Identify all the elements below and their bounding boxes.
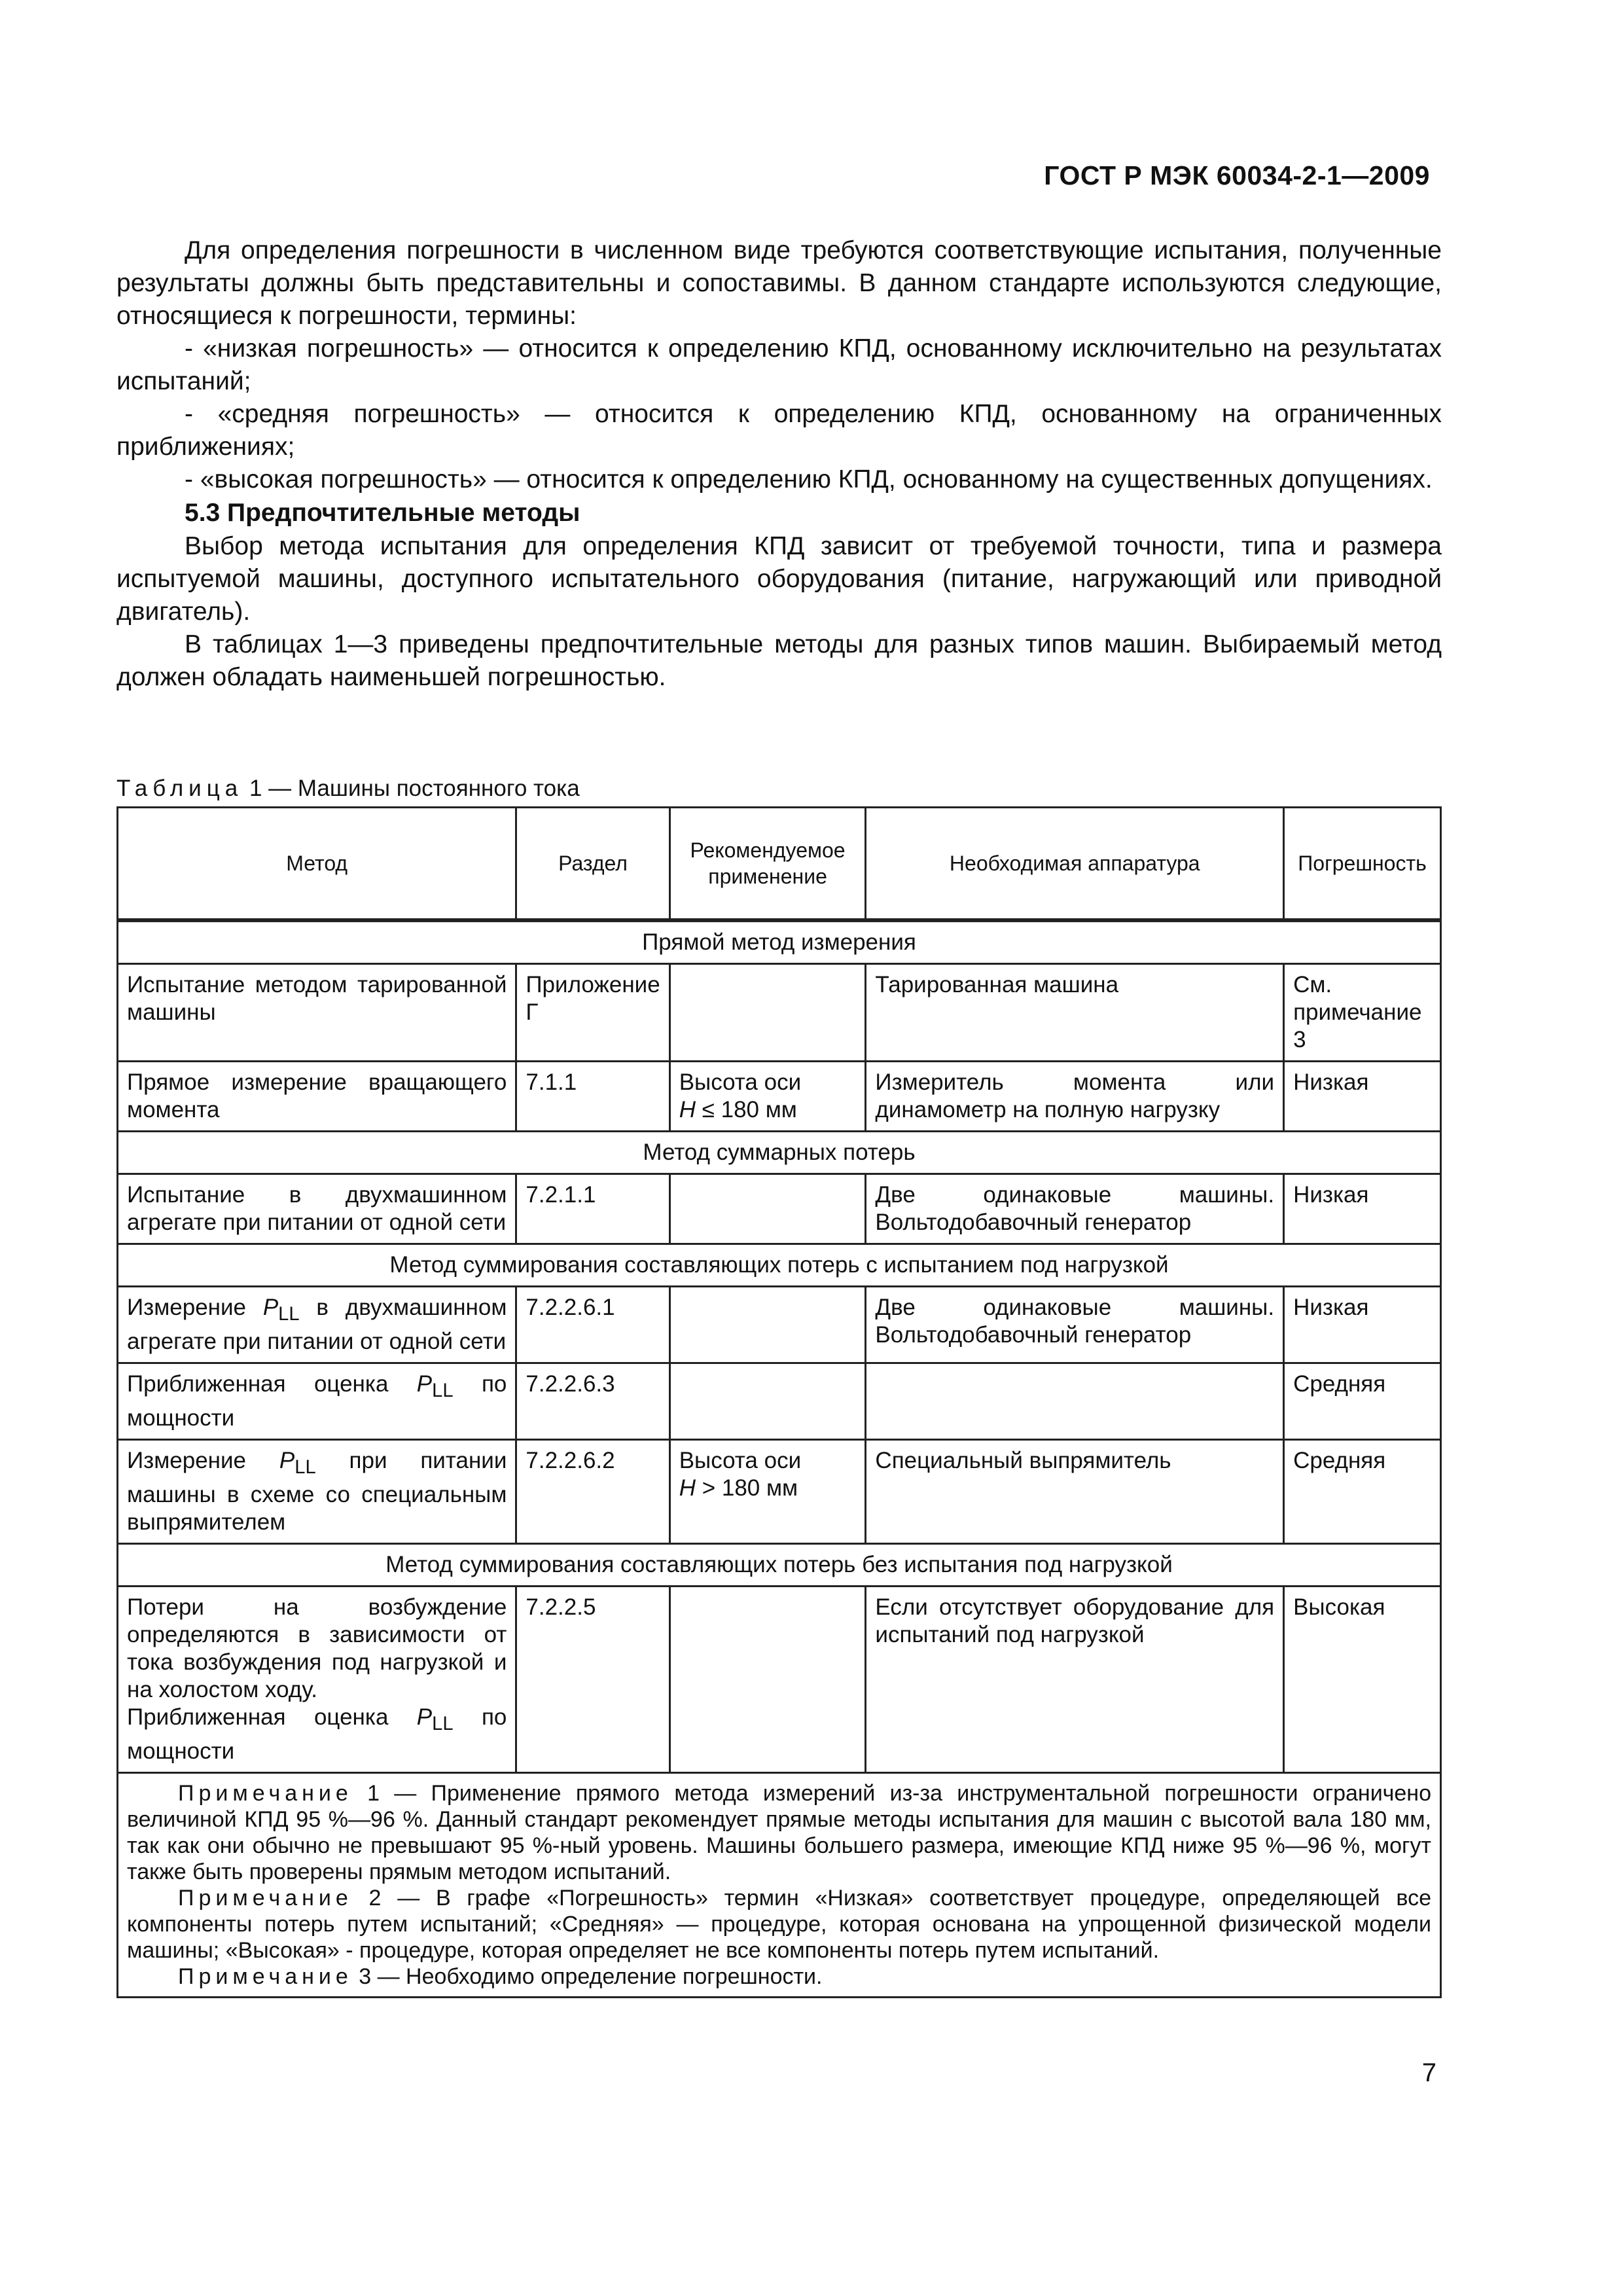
table-row xyxy=(118,1363,1441,1440)
list-item-medium-uncertainty: - «средняя погрешность» — относится к определению КПД, основанному на ограниченных приближениях; xyxy=(116,400,1442,461)
cell-method: Испытание методом тарированной машины xyxy=(118,964,516,1062)
method-text: Приближенная оценка xyxy=(127,1704,417,1730)
method-text: в двухмашинном агрегате при питании от одной сети xyxy=(127,1295,507,1354)
shaft-height-condition: > 180 мм xyxy=(695,1475,798,1501)
cell-section: 7.2.1.1 xyxy=(516,1174,669,1244)
cell-uncertainty: Низкая xyxy=(1284,1287,1441,1363)
table-row xyxy=(118,1174,1441,1244)
method-text: Потери на возбуждение определяются в зависимости от тока возбуждения под нагрузкой и на холостом ходу. xyxy=(127,1594,507,1702)
recommended-line: Высота оси xyxy=(679,1448,802,1473)
table-group-row xyxy=(118,920,1441,964)
cell-apparatus: Тарированная машина xyxy=(866,964,1284,1062)
dc-machines-table xyxy=(116,806,1442,1998)
column-header-uncertainty: Погрешность xyxy=(1284,808,1441,921)
table-group-row xyxy=(118,1132,1441,1174)
table-header-row xyxy=(118,808,1441,921)
column-header-recommended: Рекомендуемое применение xyxy=(669,808,866,921)
loss-symbol: P xyxy=(416,1704,433,1730)
section-heading: 5.3 Предпочтительные методы xyxy=(185,499,580,527)
shaft-height-symbol: H xyxy=(679,1097,696,1122)
list-item-high-uncertainty: - «высокая погрешность» — относится к определению КПД, основанному на существенных допущениях. xyxy=(185,465,1433,493)
paragraph-tables-reference: В таблицах 1—3 приведены предпочтительные методы для разных типов машин. Выбираемый метод должен обладать наименьшей погрешностью. xyxy=(116,630,1442,691)
cell-recommended xyxy=(669,1062,866,1132)
table-row xyxy=(118,1287,1441,1363)
note-3 xyxy=(127,1964,1431,1990)
cell-uncertainty: Высокая xyxy=(1284,1587,1441,1773)
method-text: по мощности xyxy=(127,1704,507,1764)
loss-symbol: P xyxy=(279,1448,295,1473)
note-2 xyxy=(127,1885,1431,1964)
shaft-height-condition: ≤ 180 мм xyxy=(695,1097,797,1122)
paragraph-method-choice: Выбор метода испытания для определения КПД зависит от требуемой точности, типа и размера испытуемой машины, доступного испытательного оборудования (питание, нагружающий или приводной двигатель). xyxy=(116,532,1442,626)
table-row xyxy=(118,964,1441,1062)
table-caption-title: 1 — Машины постоянного тока xyxy=(243,776,580,801)
table-row xyxy=(118,1062,1441,1132)
table-caption xyxy=(116,774,580,803)
cell-method xyxy=(118,1363,516,1440)
column-header-section: Раздел xyxy=(516,808,669,921)
table-row xyxy=(118,1587,1441,1773)
cell-section: 7.1.1 xyxy=(516,1062,669,1132)
loss-subscript: LL xyxy=(278,1304,300,1325)
cell-recommended xyxy=(669,1287,866,1363)
cell-recommended xyxy=(669,1440,866,1544)
cell-method: Прямое измерение вращающего момента xyxy=(118,1062,516,1132)
cell-apparatus: Измеритель момента или динамометр на полную нагрузку xyxy=(866,1062,1284,1132)
note-text: 1 — Применение прямого метода измерений из-за инструментальной погрешности ограничено величиной КПД 95 %—96 %. Данный стандарт рекомендует прямые методы испытания для машин с высотой вала 180 мм, так как они обычно не превышают 95 %-ный уровень. Машины большего размера, имеющие КПД ниже 95 %—96 %, могут также быть проверены прямым методом испытаний. xyxy=(127,1781,1431,1884)
note-text: 3 — Необходимо определение погрешности. xyxy=(352,1964,823,1989)
cell-recommended xyxy=(669,1363,866,1440)
cell-apparatus: Специальный выпрямитель xyxy=(866,1440,1284,1544)
list-item-low-uncertainty: - «низкая погрешность» — относится к определению КПД, основанному исключительно на результатах испытаний; xyxy=(116,334,1442,395)
note-label: Примечание xyxy=(178,1886,353,1910)
shaft-height-symbol: H xyxy=(679,1475,696,1501)
table-group-row xyxy=(118,1244,1441,1287)
cell-method xyxy=(118,1440,516,1544)
group-summation-with-load: Метод суммирования составляющих потерь с испытанием под нагрузкой xyxy=(118,1244,1441,1287)
loss-subscript: LL xyxy=(432,1380,454,1401)
table-notes-row xyxy=(118,1773,1441,1998)
group-total-losses: Метод суммарных потерь xyxy=(118,1132,1441,1174)
method-text: Измерение xyxy=(127,1295,263,1320)
group-summation-without-load: Метод суммирования составляющих потерь без испытания под нагрузкой xyxy=(118,1544,1441,1587)
cell-section: 7.2.2.5 xyxy=(516,1587,669,1773)
cell-method: Испытание в двухмашинном агрегате при питании от одной сети xyxy=(118,1174,516,1244)
cell-apparatus: Две одинаковые машины. Вольтодобавочный генератор xyxy=(866,1287,1284,1363)
table-caption-label: Таблица xyxy=(116,776,243,801)
recommended-line: Высота оси xyxy=(679,1069,802,1095)
method-text: Измерение xyxy=(127,1448,279,1473)
cell-uncertainty: Средняя xyxy=(1284,1363,1441,1440)
cell-uncertainty: Низкая xyxy=(1284,1062,1441,1132)
cell-section: 7.2.2.6.1 xyxy=(516,1287,669,1363)
cell-recommended xyxy=(669,964,866,1062)
cell-uncertainty: См. примечание 3 xyxy=(1284,964,1441,1062)
cell-section: 7.2.2.6.2 xyxy=(516,1440,669,1544)
loss-symbol: P xyxy=(416,1371,433,1397)
method-text: Приближенная оценка xyxy=(127,1371,417,1397)
body-text xyxy=(116,234,1442,694)
cell-section: Приложение Г xyxy=(516,964,669,1062)
note-label: Примечание xyxy=(178,1781,353,1806)
loss-subscript: LL xyxy=(432,1713,454,1734)
note-label: Примечание xyxy=(178,1964,353,1989)
cell-uncertainty: Низкая xyxy=(1284,1174,1441,1244)
cell-section: 7.2.2.6.3 xyxy=(516,1363,669,1440)
group-direct-method: Прямой метод измерения xyxy=(118,920,1441,964)
column-header-method: Метод xyxy=(118,808,516,921)
cell-recommended xyxy=(669,1174,866,1244)
table-row xyxy=(118,1440,1441,1544)
paragraph-uncertainty-intro: Для определения погрешности в численном виде требуются соответствующие испытания, полученные результаты должны быть представительны и сопоставимы. В данном стандарте используются следующие, относящиеся к погрешности, термины: xyxy=(116,236,1442,330)
document-code: ГОСТ Р МЭК 60034-2-1—2009 xyxy=(1044,160,1430,190)
note-1 xyxy=(127,1780,1431,1885)
cell-apparatus xyxy=(866,1363,1284,1440)
cell-recommended xyxy=(669,1587,866,1773)
column-header-apparatus: Необходимая аппаратура xyxy=(866,808,1284,921)
page-number: 7 xyxy=(1421,2058,1436,2087)
note-text: 2 — В графе «Погрешность» термин «Низкая» соответствует процедуре, определяющей все компоненты потерь путем испытаний; «Средняя» — процедуре, которая основана на упрощенной физической модели машины; «Высокая» - процедуре, которая определяет не все компоненты потерь путем испытаний. xyxy=(127,1886,1431,1963)
cell-apparatus: Две одинаковые машины. Вольтодобавочный генератор xyxy=(866,1174,1284,1244)
method-text: при питании машины в схеме со специальным выпрямителем xyxy=(127,1448,507,1535)
table-group-row xyxy=(118,1544,1441,1587)
loss-subscript: LL xyxy=(294,1457,316,1478)
method-text: по мощности xyxy=(127,1371,507,1431)
cell-apparatus: Если отсутствует оборудование для испытаний под нагрузкой xyxy=(866,1587,1284,1773)
cell-method xyxy=(118,1587,516,1773)
table-notes xyxy=(118,1773,1441,1998)
cell-uncertainty: Средняя xyxy=(1284,1440,1441,1544)
cell-method xyxy=(118,1287,516,1363)
loss-symbol: P xyxy=(262,1295,279,1320)
